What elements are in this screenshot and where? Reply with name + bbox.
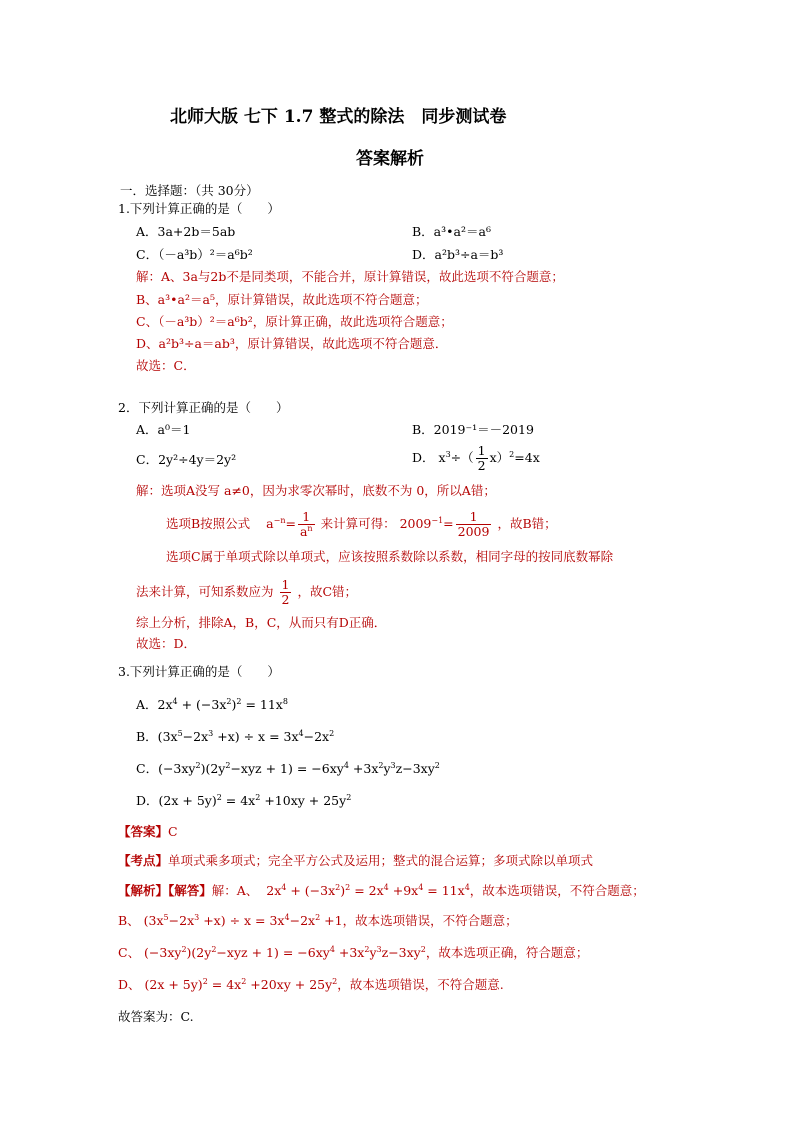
q3-analysis-a-formula: $2x^4 + (-3x^2)^2 = 2x^4 +9x^4 = 11x^4$ xyxy=(262,882,470,898)
q2-option-c: C．2y²÷4y＝2y² xyxy=(136,452,237,467)
q2-fraction-half: $\frac{1}{2}$ xyxy=(477,443,486,473)
q2-option-b: B．2019⁻¹＝－2019 xyxy=(412,422,534,437)
q3-analysis-c-tail: ，故本选项正确，符合题意； xyxy=(425,945,589,960)
q3-topic xyxy=(118,852,593,870)
q2-solution-line-5: 综上分析，排除A，B，C，从而只有D正确． xyxy=(136,615,387,630)
q3-analysis-a-tail: ，故本选项错误，不符合题意； xyxy=(469,883,645,898)
q2-solution-line-4 xyxy=(136,575,357,609)
q1-solution-line-3: C、（－a³b）²＝a⁶b²，原计算正确，故此选项符合题意； xyxy=(136,314,453,329)
section-heading: 一．选择题：（共 30分） xyxy=(120,183,259,198)
q3-option-a: A．$2x^4 + (-3x^2)^2 = 11x^8$ xyxy=(136,696,288,712)
q3-analysis-c xyxy=(118,944,588,962)
q3-topic-text: 单项式乘多项式；完全平方公式及运用；整式的混合运算；多项式除以单项式 xyxy=(168,853,594,868)
q2-coefficient-fraction: $\frac{1}{2}$ xyxy=(281,577,290,607)
q2-option-d-formula: $x^3\div$（ $\frac{1}{2}$ x）$^2$=4x xyxy=(438,443,540,473)
q3-analysis-d xyxy=(118,976,504,994)
q3-analysis-d-tail: ，故本选项错误，不符合题意. xyxy=(337,977,504,992)
page-subtitle: 答案解析 xyxy=(356,149,424,169)
q3-analysis-b-formula: B、 $(3x^5-2x^3 +x) \div x = 3x^4-2x^2 +1$ xyxy=(118,912,343,928)
q2-option-d-label: D． xyxy=(412,450,435,465)
q2-sol2-text-b: 来计算可得： xyxy=(320,516,396,531)
q3-analysis-b-tail: ，故本选项错误，不符合题意； xyxy=(342,913,518,928)
q3-analysis-c-formula: C、 $(-3xy^2)(2y^2-xyz + 1) = -6xy^4 +3x^2y^3z-3xy^2$ xyxy=(118,944,426,960)
q2-choice: 故选：D． xyxy=(136,636,197,651)
q1-solution-line-1: 解：A、3a与2b不是同类项，不能合并，原计算错误，故此选项不符合题意； xyxy=(136,269,564,284)
q3-option-c: C．$(-3xy^2)(2y^2-xyz + 1) = -6xy^4 +3x^2y^3z-3xy^2$ xyxy=(136,760,440,776)
q2-stem: 2．下列计算正确的是（ ） xyxy=(118,400,289,415)
page-title: 北师大版 七下 1.7 整式的除法 同步测试卷 xyxy=(170,107,507,127)
q2-solution-line-3: 选项C属于单项式除以单项式，应该按照系数除以系数，相同字母的按同底数幂除 xyxy=(166,549,614,564)
q1-stem: 1.下列计算正确的是（ ） xyxy=(118,201,280,216)
q3-analysis-a xyxy=(118,882,645,900)
q2-sol4-text-a: 法来计算，可知系数应为 xyxy=(136,584,274,599)
q3-topic-label: 【考点】 xyxy=(118,853,169,868)
q3-analysis-label: 【解析】【解答】 xyxy=(118,883,212,898)
q1-solution-line-2: B、a³•a²＝a⁵，原计算错误，故此选项不符合题意； xyxy=(136,292,428,307)
q1-option-a: A．3a+2b＝5ab xyxy=(136,224,236,239)
q1-option-d: D．a²b³÷a＝b³ xyxy=(412,247,504,262)
q2-power-formula: $a^{-n}=$ $\frac{1}{a^n}$ xyxy=(266,509,313,539)
q3-analysis-d-formula: D、 $(2x + 5y)^2 = 4x^2 +20xy + 25y^2$ xyxy=(118,976,338,992)
q3-analysis-b xyxy=(118,912,518,930)
q2-solution-line-2 xyxy=(166,507,557,541)
q3-answer-value: C xyxy=(168,824,178,839)
q1-choice: 故选：C． xyxy=(136,358,196,373)
q1-option-c: C．（－a³b）²＝a⁶b² xyxy=(136,247,253,262)
q3-option-b: B．$(3x^5-2x^3 +x) \div x = 3x^4-2x^2$ xyxy=(136,728,335,744)
q2-sol2-text-a: 选项B按照公式 xyxy=(166,516,251,531)
q3-option-d: D．$(2x + 5y)^2 = 4x^2 +10xy + 25y^2$ xyxy=(136,792,352,808)
q3-stem: 3.下列计算正确的是（ ） xyxy=(118,664,280,679)
q3-final-answer: 故答案为：C. xyxy=(118,1009,194,1024)
q3-answer xyxy=(118,823,178,841)
q3-analysis-a-prefix: 解：A、 xyxy=(211,883,259,898)
q2-option-a: A．a⁰＝1 xyxy=(136,422,191,437)
q2-sol4-text-b: ，故C错； xyxy=(297,584,358,599)
q1-solution-line-4: D、a²b³÷a＝ab³，原计算错误，故此选项不符合题意． xyxy=(136,336,448,351)
q2-solution-line-1: 解：选项A没写 a≠0，因为求零次幂时，底数不为 0，所以A错； xyxy=(136,483,496,498)
q2-2019-formula: $2009^{-1}=$ $\frac{1}{2009}$ xyxy=(399,509,490,539)
q1-option-b: B．a³•a²＝a⁶ xyxy=(412,224,491,239)
q2-option-d xyxy=(412,441,540,475)
q3-answer-label: 【答案】 xyxy=(118,824,169,839)
q2-sol2-text-c: ，故B错； xyxy=(497,516,557,531)
